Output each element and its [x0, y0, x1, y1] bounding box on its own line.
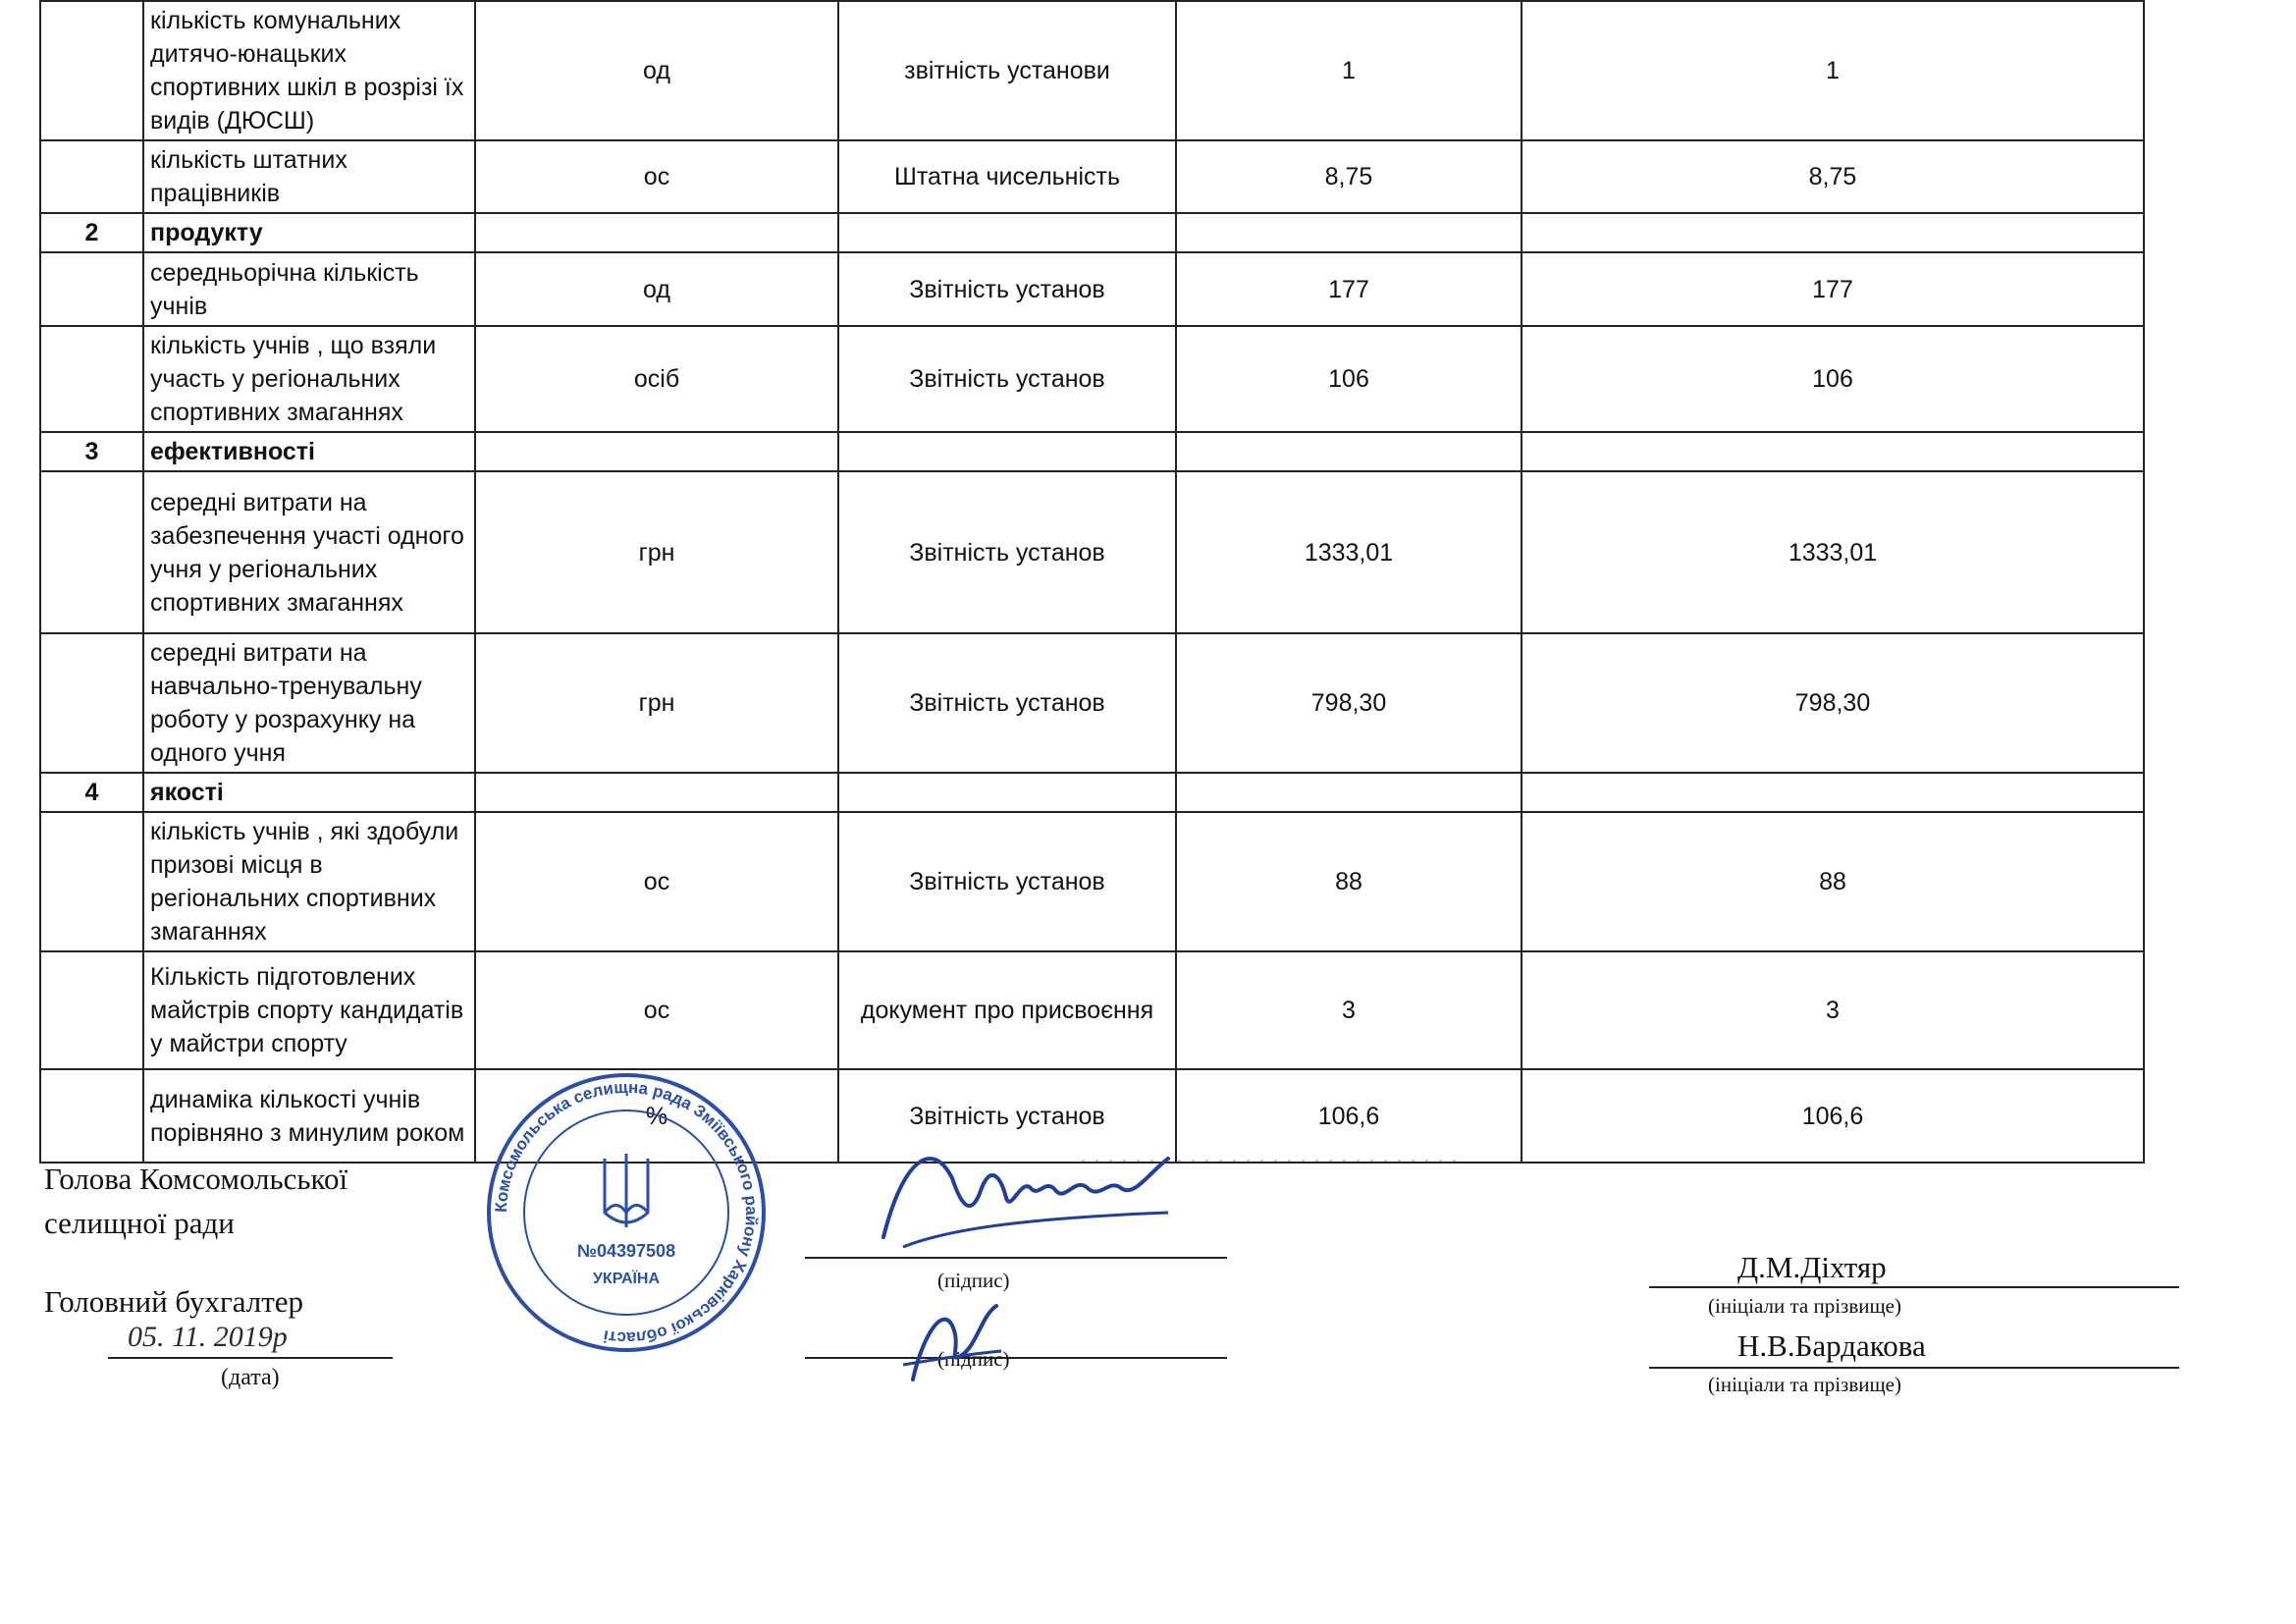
section-row: [40, 773, 2144, 812]
value-cell: 1: [1176, 1, 1522, 140]
bleed-through-text: . . . . . . . . . . . . . . . . . . . . . . . . . . . .: [1080, 1139, 1458, 1169]
indicator-name: середньорічна кількість учнів: [143, 252, 475, 326]
row-number: [40, 140, 143, 213]
empty-cell: [1522, 773, 2144, 812]
value-cell: 3: [1176, 951, 1522, 1069]
official-stamp: [479, 1065, 774, 1360]
value-cell: 1333,01: [1522, 471, 2144, 633]
empty-cell: [475, 213, 838, 252]
indicator-name: кількість комунальних дитячо-юнацьких спортивних шкіл в розрізі їх видів (ДЮСШ): [143, 1, 475, 140]
source-cell: Звітність установ: [838, 812, 1176, 951]
head-name-line: [1649, 1286, 2179, 1288]
section-title: якості: [143, 773, 475, 812]
head-title-line2: селищної ради: [44, 1206, 235, 1240]
stamp-country: УКРАЇНА: [592, 1271, 661, 1287]
row-number: [40, 252, 143, 326]
unit-cell: ос: [475, 951, 838, 1069]
empty-cell: [838, 432, 1176, 471]
value-cell: 106: [1176, 326, 1522, 432]
unit-cell: грн: [475, 471, 838, 633]
value-cell: 798,30: [1522, 633, 2144, 773]
empty-cell: [1176, 213, 1522, 252]
value-cell: 8,75: [1176, 140, 1522, 213]
indicator-name: динаміка кількості учнів порівняно з минулим роком: [143, 1069, 475, 1163]
stamp-outer-text: Комсомольська селищна рада Зміївського району Харківської області: [491, 1077, 762, 1348]
section-row: [40, 432, 2144, 471]
table-row: [40, 140, 2144, 213]
value-cell: 106: [1522, 326, 2144, 432]
empty-cell: [1522, 432, 2144, 471]
value-cell: 106,6: [1522, 1069, 2144, 1163]
table-row: [40, 326, 2144, 432]
row-number: 2: [40, 213, 143, 252]
head-name-caption: (ініціали та прізвище): [1708, 1294, 1901, 1318]
empty-cell: [838, 213, 1176, 252]
source-cell: Звітність установ: [838, 326, 1176, 432]
accountant-signature: [893, 1286, 1011, 1394]
indicator-name: Кількість підготовлених майстрів спорту кандидатів у майстри спорту: [143, 951, 475, 1069]
table-row: [40, 812, 2144, 951]
date-caption: (дата): [221, 1365, 280, 1390]
accountant-name: Н.В.Бардакова: [1737, 1328, 1926, 1363]
value-cell: 798,30: [1176, 633, 1522, 773]
table-row: [40, 1, 2144, 140]
indicator-name: середні витрати на забезпечення участі одного учня у регіональних спортивних змаганнях: [143, 471, 475, 633]
head-signature: [864, 1119, 1188, 1286]
section-title: ефективності: [143, 432, 475, 471]
date-handwritten: 05. 11. 2019р: [128, 1321, 288, 1353]
table-row: [40, 951, 2144, 1069]
date-line: [108, 1357, 393, 1359]
value-cell: 88: [1522, 812, 2144, 951]
indicator-name: кількість учнів , що взяли участь у регіональних спортивних змаганнях: [143, 326, 475, 432]
value-cell: 1333,01: [1176, 471, 1522, 633]
row-number: [40, 1069, 143, 1163]
indicator-name: кількість штатних працівників: [143, 140, 475, 213]
section-title: продукту: [143, 213, 475, 252]
head-sign-caption: (підпис): [937, 1269, 1010, 1292]
empty-cell: [1176, 432, 1522, 471]
row-number: 4: [40, 773, 143, 812]
unit-cell: %: [475, 1069, 838, 1163]
unit-cell: осіб: [475, 326, 838, 432]
source-cell: Звітність установ: [838, 471, 1176, 633]
source-cell: Штатна чисельність: [838, 140, 1176, 213]
row-number: [40, 326, 143, 432]
head-title-line1: Голова Комсомольської: [44, 1162, 348, 1196]
indicators-table: [39, 0, 2145, 1164]
source-cell: Звітність установ: [838, 1069, 1176, 1163]
value-cell: 3: [1522, 951, 2144, 1069]
table-row: [40, 633, 2144, 773]
table-row: [40, 471, 2144, 633]
indicator-name: кількість учнів , які здобули призові місця в регіональних спортивних змаганнях: [143, 812, 475, 951]
row-number: [40, 633, 143, 773]
value-cell: 106,6: [1176, 1069, 1522, 1163]
empty-cell: [1176, 773, 1522, 812]
table-row: [40, 252, 2144, 326]
empty-cell: [475, 773, 838, 812]
value-cell: 8,75: [1522, 140, 2144, 213]
row-number: 3: [40, 432, 143, 471]
value-cell: 177: [1176, 252, 1522, 326]
unit-cell: ос: [475, 140, 838, 213]
value-cell: 1: [1522, 1, 2144, 140]
accountant-name-line: [1649, 1367, 2179, 1369]
unit-cell: од: [475, 252, 838, 326]
stamp-code: №04397508: [576, 1241, 676, 1261]
empty-cell: [475, 432, 838, 471]
head-name: Д.М.Діхтяр: [1737, 1250, 1887, 1284]
unit-cell: ос: [475, 812, 838, 951]
trident-emblem: [605, 1154, 648, 1227]
accountant-sign-line: [805, 1357, 1227, 1359]
source-cell: звітність установи: [838, 1, 1176, 140]
value-cell: 88: [1176, 812, 1522, 951]
row-number: [40, 471, 143, 633]
accountant-title: Головний бухгалтер: [44, 1284, 304, 1319]
unit-cell: од: [475, 1, 838, 140]
value-cell: 177: [1522, 252, 2144, 326]
indicators-table-body: [40, 1, 2144, 1163]
accountant-sign-caption: (підпис): [937, 1347, 1010, 1371]
empty-cell: [1522, 213, 2144, 252]
indicator-name: середні витрати на навчально-тренувальну роботу у розрахунку на одного учня: [143, 633, 475, 773]
row-number: [40, 812, 143, 951]
row-number: [40, 1, 143, 140]
section-row: [40, 213, 2144, 252]
row-number: [40, 951, 143, 1069]
source-cell: документ про присвоєння: [838, 951, 1176, 1069]
source-cell: Звітність установ: [838, 633, 1176, 773]
source-cell: Звітність установ: [838, 252, 1176, 326]
unit-cell: грн: [475, 633, 838, 773]
empty-cell: [838, 773, 1176, 812]
accountant-name-caption: (ініціали та прізвище): [1708, 1373, 1901, 1396]
